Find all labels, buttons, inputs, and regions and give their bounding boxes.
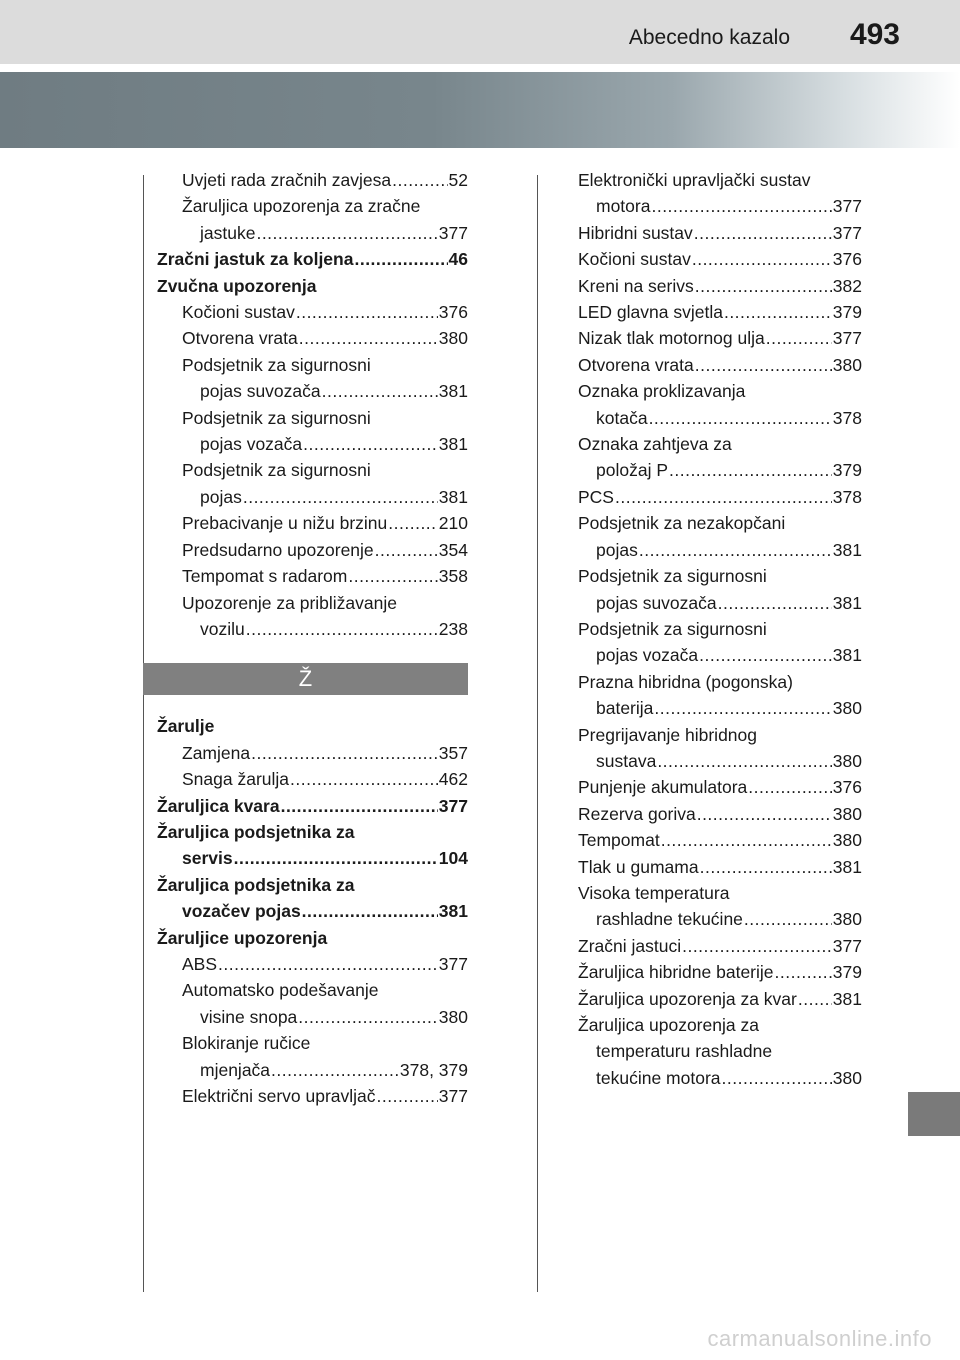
- index-entry-text: Punjenje akumulatora: [578, 777, 748, 798]
- dot-leader: [695, 352, 832, 378]
- index-page-ref: 376: [832, 777, 862, 798]
- index-entry: [157, 845, 468, 871]
- dot-leader: [661, 827, 832, 853]
- index-page-ref: 358: [438, 566, 468, 587]
- dot-leader: [303, 431, 438, 457]
- index-entry-text: Snaga žarulja: [182, 769, 290, 790]
- index-entry: [157, 819, 468, 845]
- index-entry-text: Podsjetnik za sigurnosni: [578, 618, 767, 639]
- index-entry-text: Kreni na serivs: [578, 275, 694, 296]
- index-entry: [578, 167, 862, 193]
- dot-leader: [218, 951, 438, 977]
- index-entry: [578, 880, 862, 906]
- index-page-ref: 380: [832, 698, 862, 719]
- index-entry-text: Žaruljica podsjetnika za: [157, 874, 355, 895]
- dot-leader: [700, 854, 832, 880]
- index-entry-text: Otvorena vrata: [578, 354, 694, 375]
- index-entry-text: baterija: [596, 698, 654, 719]
- index-column-left: [157, 167, 468, 1109]
- index-entry: [578, 986, 862, 1012]
- index-entry: [578, 273, 862, 299]
- index-entry: [157, 299, 468, 325]
- index-entry-text: motora: [596, 196, 651, 217]
- index-entry-text: visine snopa: [200, 1006, 298, 1027]
- index-page-ref: 381: [832, 988, 862, 1009]
- index-entry: [157, 977, 468, 1003]
- index-entry: [157, 616, 468, 642]
- dot-leader: [722, 1065, 832, 1091]
- index-entry-text: Nizak tlak motornog ulja: [578, 328, 765, 349]
- index-column-right: [578, 167, 862, 1091]
- dot-leader: [718, 590, 832, 616]
- index-page-ref: 381: [438, 901, 468, 922]
- index-page-ref: 378: [832, 407, 862, 428]
- index-entry: [578, 1012, 862, 1038]
- index-page-ref: 377: [832, 328, 862, 349]
- dot-leader: [682, 933, 832, 959]
- index-page-ref: 376: [832, 249, 862, 270]
- index-entry-text: Prazna hibridna (pogonska): [578, 671, 793, 692]
- index-entry: [157, 193, 468, 219]
- index-entry-text: vozilu: [200, 618, 245, 639]
- page-header: [0, 0, 960, 64]
- index-entry-text: Zvučna upozorenja: [157, 275, 317, 296]
- dot-leader: [322, 378, 438, 404]
- index-page-ref: 378: [832, 486, 862, 507]
- page-number: 493: [849, 18, 900, 51]
- index-entry: [578, 774, 862, 800]
- index-entry: [157, 537, 468, 563]
- index-entry-text: Podsjetnik za sigurnosni: [182, 460, 371, 481]
- index-entry: [578, 695, 862, 721]
- dot-leader: [657, 748, 831, 774]
- watermark: carmanualsonline.info: [707, 1326, 932, 1351]
- dot-leader: [775, 959, 832, 985]
- index-entry: [578, 642, 862, 668]
- index-entry-text: Žaruljica podsjetnika za: [157, 821, 355, 842]
- index-entry: [578, 325, 862, 351]
- index-entry-text: Žarulje: [157, 716, 215, 737]
- index-group-z: [157, 167, 468, 642]
- index-entry: [157, 352, 468, 378]
- index-entry: [157, 898, 468, 924]
- index-entry-text: Žaruljica kvara: [157, 795, 280, 816]
- index-entry: [578, 906, 862, 932]
- index-entry: [157, 325, 468, 351]
- index-page-ref: 377: [438, 1086, 468, 1106]
- index-page-ref: 382: [832, 275, 862, 296]
- index-page-ref: 380: [832, 803, 862, 824]
- index-entry: [157, 793, 468, 819]
- dot-leader: [377, 1083, 438, 1109]
- index-entry: [157, 590, 468, 616]
- dot-leader: [744, 906, 832, 932]
- column-rule-middle: [537, 175, 538, 1292]
- index-page-ref: 381: [832, 539, 862, 560]
- index-entry-text: Žaruljica upozorenja za kvar: [578, 988, 797, 1009]
- index-page-ref: 357: [438, 742, 468, 763]
- index-entry-text: Zamjena: [182, 742, 251, 763]
- section-title: Abecedno kazalo: [628, 26, 790, 49]
- index-page-ref: 378, 379: [399, 1059, 468, 1080]
- index-page-ref: 354: [438, 539, 468, 560]
- dot-leader: [692, 246, 832, 272]
- index-entry: [578, 457, 862, 483]
- index-entry-text: položaj P: [596, 460, 668, 481]
- dot-leader: [697, 801, 832, 827]
- dot-leader: [302, 898, 438, 924]
- index-entry-text: Automatsko podešavanje: [182, 980, 379, 1001]
- index-entry-text: pojas: [596, 539, 638, 560]
- index-entry: [157, 378, 468, 404]
- index-entry: [157, 484, 468, 510]
- dot-leader: [251, 740, 438, 766]
- index-entry-text: Podsjetnik za sigurnosni: [182, 407, 371, 428]
- index-entry-text: Prebacivanje u nižu brzinu: [182, 513, 388, 534]
- index-entry-text: pojas vozača: [596, 645, 699, 666]
- index-page-ref: 377: [832, 935, 862, 956]
- index-entry: [578, 378, 862, 404]
- index-entry-text: Podsjetnik za nezakopčani: [578, 513, 786, 534]
- index-page-ref: 381: [438, 486, 468, 507]
- index-entry-text: Elektronički upravljački sustav: [578, 170, 811, 190]
- index-entry: [157, 167, 468, 193]
- index-page-ref: 380: [832, 750, 862, 771]
- index-entry: [578, 563, 862, 589]
- dot-leader: [651, 193, 831, 219]
- index-entry: [578, 220, 862, 246]
- header-banner: [0, 72, 960, 148]
- dot-leader: [615, 484, 832, 510]
- index-entry: [157, 220, 468, 246]
- index-page-ref: 379: [832, 962, 862, 983]
- index-entry-text: Uvjeti rada zračnih zavjesa: [182, 170, 392, 190]
- index-page-ref: 46: [448, 249, 468, 270]
- index-entry: [578, 537, 862, 563]
- index-entry-text: Podsjetnik za sigurnosni: [182, 354, 371, 375]
- index-entry: [157, 1057, 468, 1083]
- index-entry: [157, 431, 468, 457]
- index-entry-text: LED glavna svjetla: [578, 302, 723, 323]
- index-entry-text: Oznaka proklizavanja: [578, 381, 746, 402]
- index-entry: [578, 801, 862, 827]
- dot-leader: [298, 1004, 438, 1030]
- index-entry-text: vozačev pojas: [182, 901, 301, 922]
- index-entry: [578, 246, 862, 272]
- dot-leader: [669, 457, 832, 483]
- index-entry: [157, 563, 468, 589]
- column-rule-left: [143, 175, 144, 1292]
- index-entry-text: Zračni jastuk za koljena: [157, 249, 354, 270]
- index-entry-text: Pregrijavanje hibridnog: [578, 724, 757, 745]
- index-page-ref: 381: [438, 434, 468, 455]
- index-page-ref: 52: [448, 170, 468, 190]
- index-entry: [157, 1030, 468, 1056]
- index-entry-text: Oznaka zahtjeva za: [578, 434, 732, 455]
- dot-leader: [281, 793, 438, 819]
- index-entry-text: pojas suvozača: [596, 592, 717, 613]
- index-entry: [578, 1038, 862, 1064]
- index-entry-text: Zračni jastuci: [578, 935, 682, 956]
- index-entry-text: pojas: [200, 486, 242, 507]
- index-page-ref: 104: [438, 848, 468, 869]
- index-entry-text: rashladne tekućine: [596, 909, 743, 930]
- index-entry-text: Kočioni sustav: [578, 249, 691, 270]
- index-entry: [157, 740, 468, 766]
- index-entry-text: ABS: [182, 953, 218, 974]
- index-page-ref: 380: [438, 328, 468, 349]
- chapter-tab: [908, 1092, 960, 1136]
- index-entry: [578, 959, 862, 985]
- dot-leader: [243, 484, 438, 510]
- index-entry-text: Blokiranje ručice: [182, 1033, 311, 1054]
- index-entry: [578, 590, 862, 616]
- index-page-ref: 238: [438, 618, 468, 639]
- index-entry: [157, 405, 468, 431]
- index-entry: [157, 510, 468, 536]
- index-entry-text: jastuke: [200, 222, 256, 243]
- index-entry-text: Upozorenje za približavanje: [182, 592, 397, 613]
- index-entry: [578, 748, 862, 774]
- index-entry-text: Električni servo upravljač: [182, 1086, 376, 1106]
- index-entry-text: Žaruljica upozorenja za: [578, 1015, 759, 1035]
- index-entry-text: temperaturu rashladne: [596, 1041, 773, 1062]
- index-page-ref: 381: [832, 856, 862, 877]
- index-entry-text: Tempomat s radarom: [182, 566, 348, 587]
- index-entry-text: tekućine motora: [596, 1067, 721, 1088]
- dot-leader: [654, 695, 831, 721]
- index-entry-text: Hibridni sustav: [578, 222, 693, 243]
- dot-leader: [299, 325, 438, 351]
- index-page-ref: 376: [438, 302, 468, 323]
- index-page-ref: 379: [832, 460, 862, 481]
- dot-leader: [766, 325, 832, 351]
- index-entry-text: servis: [182, 848, 233, 869]
- index-entry: [578, 193, 862, 219]
- dot-leader: [348, 563, 437, 589]
- index-entry-text: Kočioni sustav: [182, 302, 295, 323]
- index-page-ref: 377: [832, 222, 862, 243]
- section-letter-bar: Ž: [143, 663, 468, 695]
- dot-leader: [246, 616, 438, 642]
- index-page-ref: 377: [438, 795, 468, 816]
- index-page-ref: 380: [438, 1006, 468, 1027]
- dot-leader: [724, 299, 832, 325]
- index-entry: [578, 722, 862, 748]
- dot-leader: [649, 405, 832, 431]
- index-page-ref: 381: [832, 592, 862, 613]
- index-entry-text: Žaruljica upozorenja za zračne: [182, 196, 421, 217]
- index-entry: [157, 872, 468, 898]
- dot-leader: [271, 1057, 399, 1083]
- index-entry: [578, 854, 862, 880]
- index-entry: [157, 925, 468, 951]
- index-entry-text: Tlak u gumama: [578, 856, 699, 877]
- index-entry-text: Otvorena vrata: [182, 328, 298, 349]
- index-entry-text: Podsjetnik za sigurnosni: [578, 566, 767, 587]
- index-entry: [157, 273, 468, 299]
- index-entry: [578, 933, 862, 959]
- index-page-ref: 381: [438, 381, 468, 402]
- index-entry-text: Visoka temperatura: [578, 882, 730, 903]
- index-entry: [578, 352, 862, 378]
- index-entry: [578, 669, 862, 695]
- index-entry-text: Tempomat: [578, 830, 660, 851]
- index-entry-text: mjenjača: [200, 1059, 271, 1080]
- index-page-ref: 380: [832, 1067, 862, 1088]
- dot-leader: [694, 220, 832, 246]
- index-page-ref: 381: [832, 645, 862, 666]
- index-page-ref: 462: [438, 769, 468, 790]
- dot-leader: [392, 167, 447, 193]
- index-entry: [578, 616, 862, 642]
- index-entry-text: PCS: [578, 486, 614, 507]
- index-entry-text: pojas suvozača: [200, 381, 321, 402]
- index-entry-text: sustava: [596, 750, 657, 771]
- index-page-ref: 380: [832, 830, 862, 851]
- dot-leader: [290, 766, 438, 792]
- index-group-continued: [578, 167, 862, 1091]
- index-entry-text: pojas vozača: [200, 434, 303, 455]
- index-entry-text: kotača: [596, 407, 648, 428]
- index-group-zh: [157, 713, 468, 1109]
- index-page-ref: 210: [438, 513, 468, 534]
- index-page-ref: 380: [832, 909, 862, 930]
- index-entry: [578, 1065, 862, 1091]
- dot-leader: [354, 246, 447, 272]
- index-entry: [578, 405, 862, 431]
- index-page-ref: 380: [832, 354, 862, 375]
- index-page-ref: 377: [438, 222, 468, 243]
- dot-leader: [234, 845, 438, 871]
- index-entry: [578, 431, 862, 457]
- index-page-ref: 377: [832, 196, 862, 217]
- index-page-ref: 377: [438, 953, 468, 974]
- index-entry: [157, 457, 468, 483]
- index-entry: [157, 951, 468, 977]
- index-entry-text: Rezerva goriva: [578, 803, 696, 824]
- index-page-ref: 379: [832, 302, 862, 323]
- index-entry-text: Žaruljica hibridne baterije: [578, 962, 774, 983]
- index-entry: [157, 1004, 468, 1030]
- dot-leader: [375, 537, 438, 563]
- index-entry: [157, 766, 468, 792]
- index-entry: [157, 246, 468, 272]
- index-entry: [578, 484, 862, 510]
- index-entry-text: Žaruljice upozorenja: [157, 927, 328, 948]
- index-entry: [578, 827, 862, 853]
- index-entry: [157, 1083, 468, 1109]
- dot-leader: [748, 774, 832, 800]
- dot-leader: [639, 537, 832, 563]
- index-entry: [578, 299, 862, 325]
- dot-leader: [699, 642, 832, 668]
- dot-leader: [798, 986, 832, 1012]
- index-entry: [157, 713, 468, 739]
- dot-leader: [296, 299, 438, 325]
- index-entry-text: Predsudarno upozorenje: [182, 539, 374, 560]
- dot-leader: [256, 220, 437, 246]
- dot-leader: [388, 510, 438, 536]
- index-entry: [578, 510, 862, 536]
- dot-leader: [695, 273, 832, 299]
